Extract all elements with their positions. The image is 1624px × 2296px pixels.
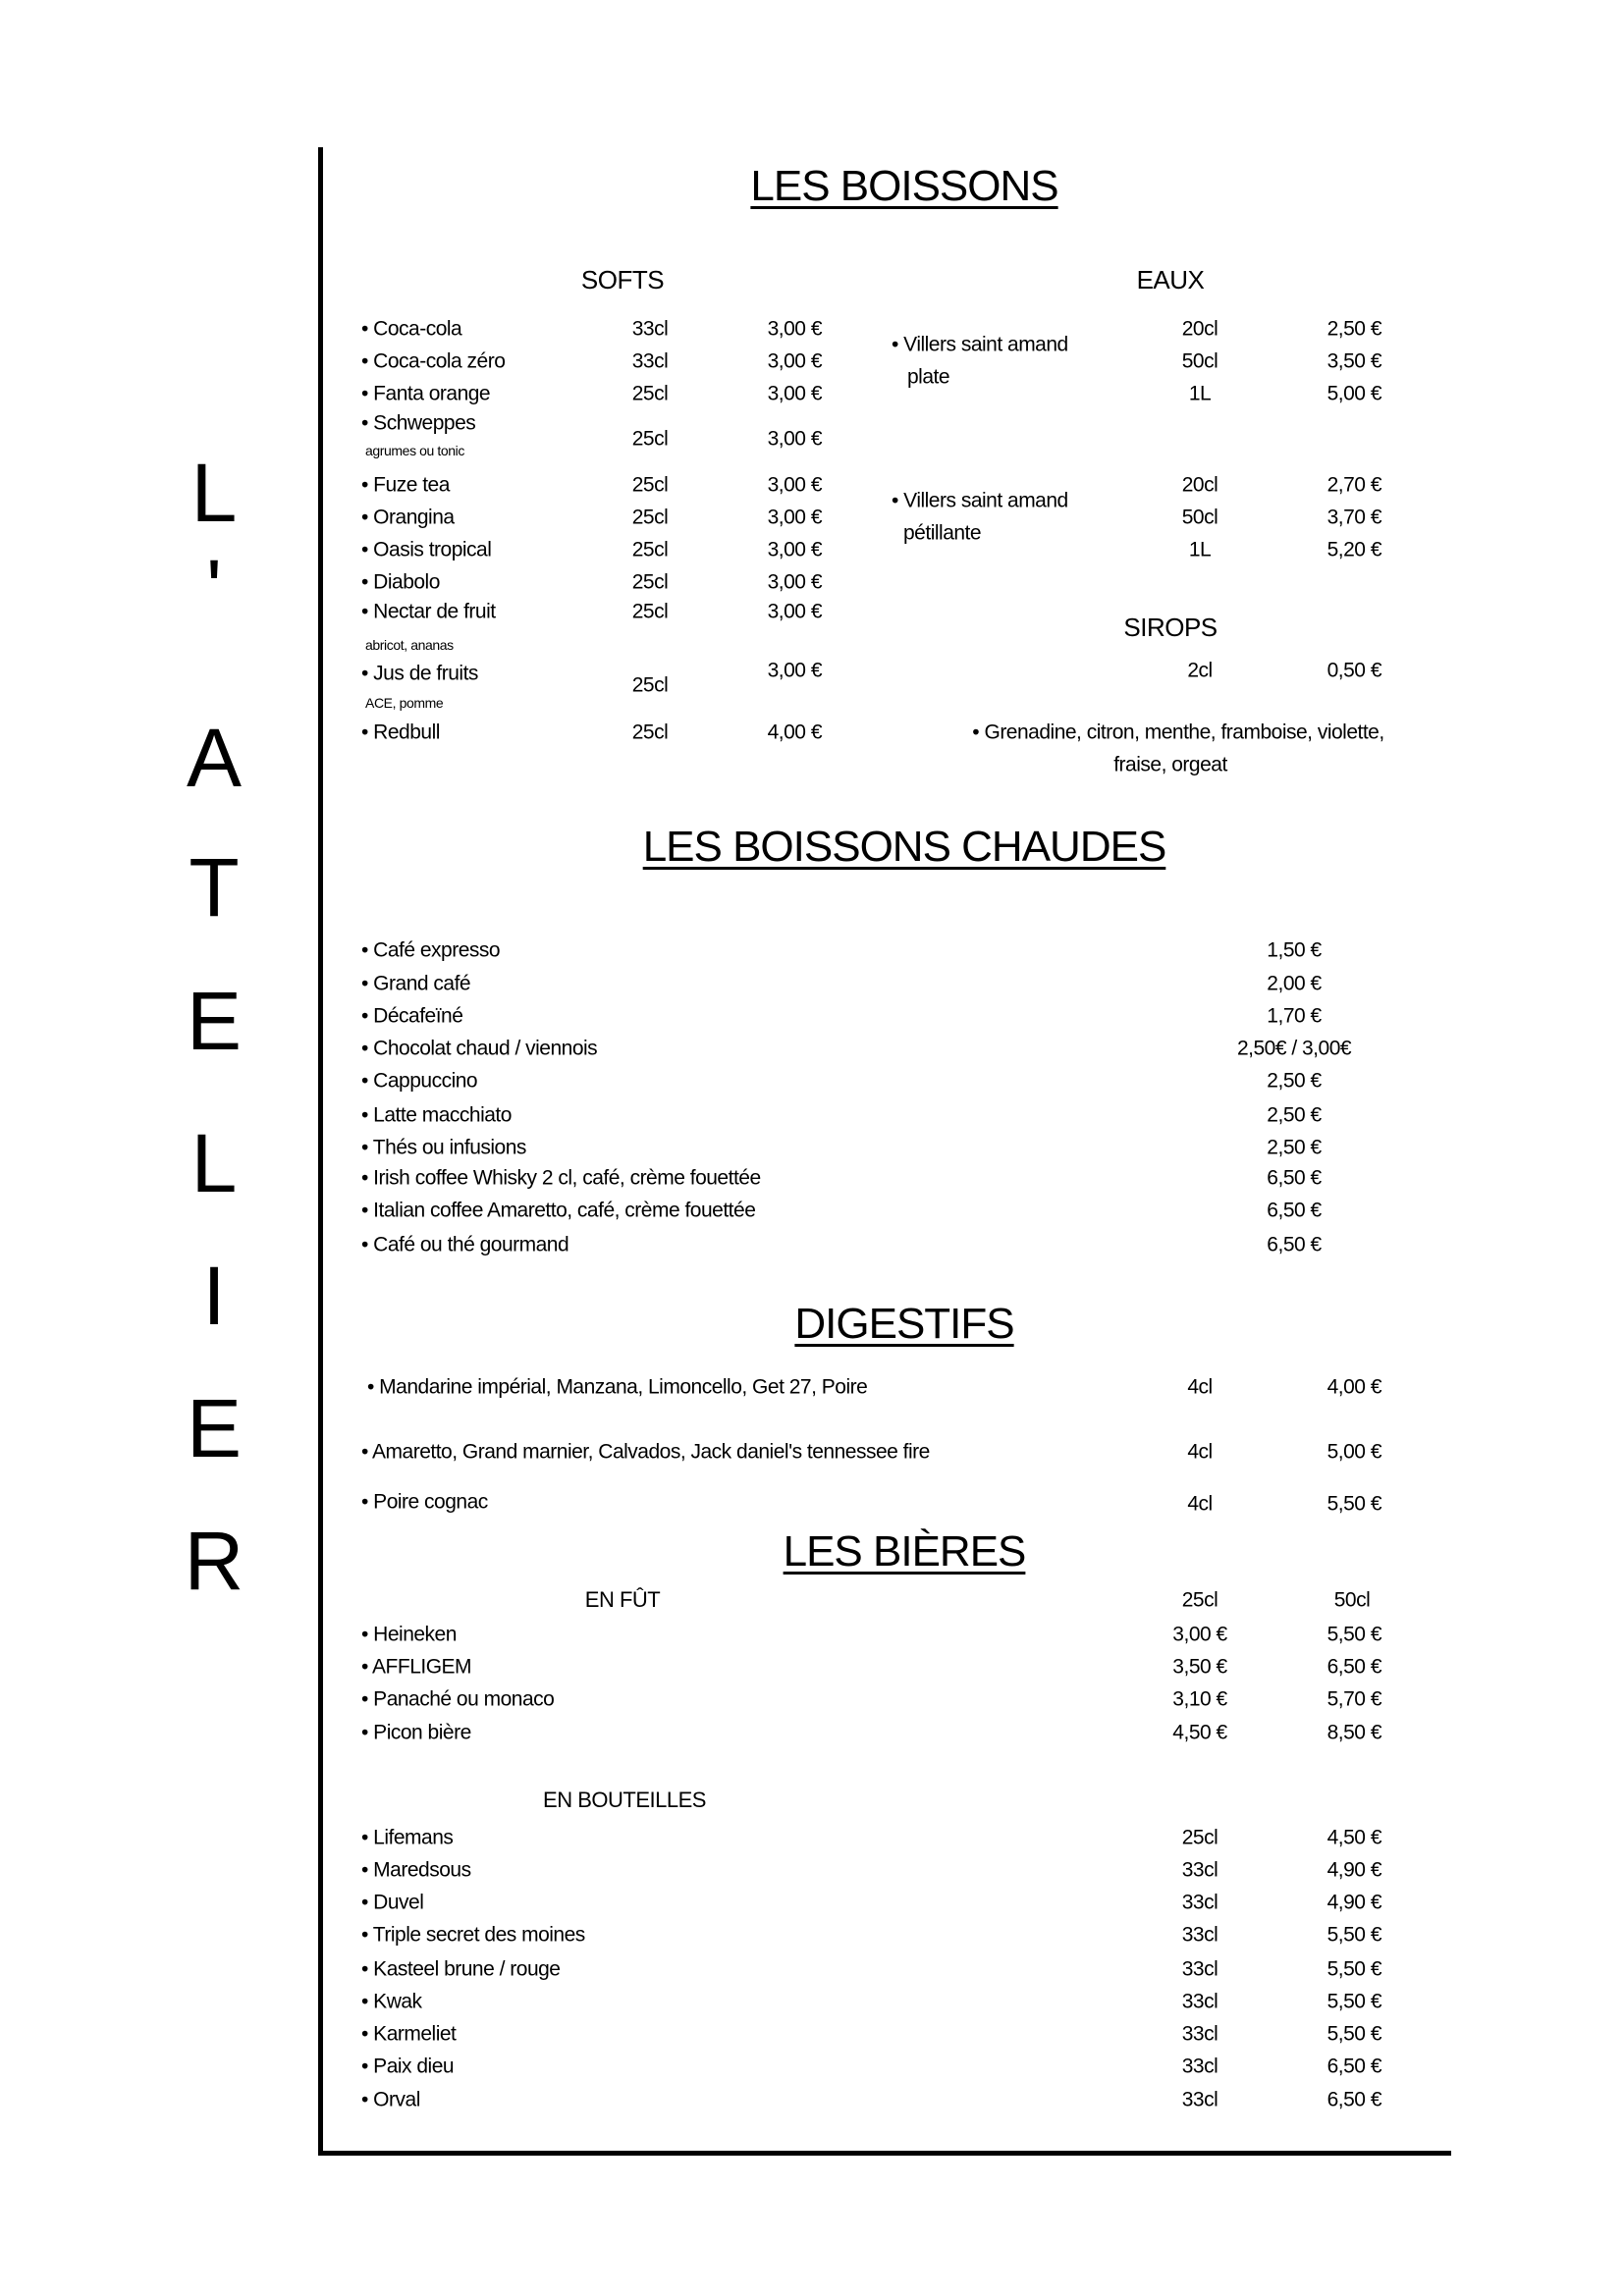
sirop-flavors: fraise, orgeat <box>1113 753 1227 776</box>
soft-item-price: 3,00 € <box>767 382 822 405</box>
water-price: 5,00 € <box>1326 382 1381 405</box>
draft-beer-price-25: 3,50 € <box>1172 1655 1227 1679</box>
brand-letter: L <box>190 1117 238 1209</box>
water-price: 3,70 € <box>1326 506 1381 529</box>
hot-drink-price: 6,50 € <box>1267 1233 1322 1255</box>
soft-item-name: • Diabolo <box>361 570 440 594</box>
bottled-beer-name: • Lifemans <box>361 1826 454 1849</box>
bottled-beer-price: 6,50 € <box>1326 2055 1381 2077</box>
bottled-beer-price: 4,90 € <box>1326 1858 1381 1882</box>
subheading-eaux: EAUX <box>1136 265 1205 294</box>
draft-beer-price-50: 8,50 € <box>1326 1721 1381 1744</box>
soft-item-name: • Coca-cola <box>361 317 462 341</box>
draft-beer-name: • Heineken <box>361 1623 457 1646</box>
soft-item-size: 25cl <box>631 427 669 451</box>
digestif-price: 5,00 € <box>1326 1440 1381 1464</box>
section-title-chaudes: LES BOISSONS CHAUDES <box>642 823 1166 871</box>
hot-drink-price: 2,50 € <box>1267 1069 1322 1093</box>
soft-item-size: 25cl <box>631 570 669 594</box>
brand-letter: R <box>184 1515 244 1607</box>
water-name-variant: plate <box>907 365 950 389</box>
soft-item-size: 25cl <box>631 538 669 561</box>
soft-item-size: 33cl <box>631 317 669 341</box>
bottled-beer-size: 33cl <box>1181 1990 1218 2012</box>
bottled-beer-name: • Karmeliet <box>361 2022 457 2045</box>
draft-beer-price-50: 5,70 € <box>1326 1687 1381 1711</box>
subheading-sirops: SIROPS <box>1123 613 1218 642</box>
hot-drink-price: 1,50 € <box>1267 938 1322 961</box>
sirop-flavors: • Grenadine, citron, menthe, framboise, violette, <box>972 721 1384 744</box>
soft-item-price: 3,00 € <box>767 506 822 529</box>
water-price: 5,20 € <box>1326 538 1381 561</box>
digestif-name: • Poire cognac <box>361 1490 488 1514</box>
draft-beer-name: • Panaché ou monaco <box>361 1687 555 1711</box>
draft-beer-name: • AFFLIGEM <box>361 1655 472 1679</box>
brand-letter: E <box>186 975 243 1067</box>
soft-item-size: 25cl <box>631 673 669 697</box>
bottled-beer-price: 6,50 € <box>1326 2088 1381 2111</box>
digestif-name: • Amaretto, Grand marnier, Calvados, Jack daniel's tennessee fire <box>361 1440 930 1464</box>
bottled-beer-price: 5,50 € <box>1326 1923 1381 1947</box>
soft-item-price: 3,00 € <box>767 349 822 373</box>
hot-drink-name: • Décafeïné <box>361 1004 463 1028</box>
bottled-beer-price: 5,50 € <box>1326 1990 1381 2012</box>
soft-item-size: 33cl <box>631 349 669 373</box>
soft-item-name: • Coca-cola zéro <box>361 349 506 373</box>
brand-letter: E <box>186 1382 243 1474</box>
soft-item-size: 25cl <box>631 506 669 529</box>
bottled-beer-size: 33cl <box>1181 2088 1218 2111</box>
water-size: 50cl <box>1181 349 1218 373</box>
brand-letter: ' <box>205 543 223 635</box>
bottled-beer-size: 25cl <box>1181 1826 1218 1849</box>
soft-item-name: • Jus de fruits <box>361 662 478 685</box>
brand-letter: T <box>189 841 240 934</box>
soft-item-size: 25cl <box>631 473 669 497</box>
soft-item-name: • Schweppes <box>361 411 476 435</box>
subheading-fut: EN FÛT <box>584 1587 661 1612</box>
bottled-beer-size: 33cl <box>1181 2022 1218 2045</box>
digestif-size: 4cl <box>1187 1492 1213 1516</box>
digestif-size: 4cl <box>1187 1440 1213 1464</box>
soft-item-price: 3,00 € <box>767 317 822 341</box>
hot-drink-price: 2,50€ / 3,00€ <box>1236 1037 1352 1060</box>
brand-letter: A <box>186 712 243 804</box>
bottled-beer-name: • Duvel <box>361 1891 424 1914</box>
draft-beer-price-50: 5,50 € <box>1326 1623 1381 1646</box>
soft-item-price: 3,00 € <box>767 473 822 497</box>
draft-beer-price-25: 3,10 € <box>1172 1687 1227 1711</box>
bottled-beer-name: • Kasteel brune / rouge <box>361 1957 561 1980</box>
water-size: 20cl <box>1181 317 1218 341</box>
hot-drink-price: 2,00 € <box>1267 972 1322 995</box>
hot-drink-name: • Chocolat chaud / viennois <box>361 1037 598 1060</box>
soft-item-price: 3,00 € <box>767 538 822 561</box>
water-size: 1L <box>1188 382 1212 405</box>
brand-letter: I <box>202 1250 226 1342</box>
column-header-25cl: 25cl <box>1181 1588 1218 1612</box>
bottled-beer-name: • Orval <box>361 2088 420 2111</box>
soft-item-name: • Nectar de fruit <box>361 600 496 623</box>
water-name-variant: pétillante <box>903 521 982 545</box>
water-size: 50cl <box>1181 506 1218 529</box>
draft-beer-price-25: 3,00 € <box>1172 1623 1227 1646</box>
hot-drink-price: 6,50 € <box>1267 1166 1322 1190</box>
water-size: 1L <box>1188 538 1212 561</box>
bottled-beer-name: • Paix dieu <box>361 2055 455 2077</box>
bottled-beer-price: 4,50 € <box>1326 1826 1381 1849</box>
digestif-price: 4,00 € <box>1326 1375 1381 1399</box>
soft-item-note: abricot, ananas <box>365 637 454 653</box>
soft-item-price: 3,00 € <box>767 659 822 682</box>
soft-item-name: • Orangina <box>361 506 455 529</box>
subheading-bouteilles: EN BOUTEILLES <box>543 1788 706 1812</box>
bottom-border-line <box>318 2151 1451 2156</box>
hot-drink-name: • Café expresso <box>361 938 501 961</box>
bottled-beer-size: 33cl <box>1181 1923 1218 1947</box>
bottled-beer-price: 5,50 € <box>1326 2022 1381 2045</box>
bottled-beer-price: 5,50 € <box>1326 1957 1381 1980</box>
section-title-digestifs: DIGESTIFS <box>794 1300 1014 1348</box>
soft-item-name: • Oasis tropical <box>361 538 492 561</box>
soft-item-size: 25cl <box>631 382 669 405</box>
water-size: 20cl <box>1181 473 1218 497</box>
hot-drink-price: 6,50 € <box>1267 1199 1322 1222</box>
water-price: 2,50 € <box>1326 317 1381 341</box>
bottled-beer-size: 33cl <box>1181 1957 1218 1980</box>
column-header-50cl: 50cl <box>1333 1588 1371 1612</box>
digestif-size: 4cl <box>1187 1375 1213 1399</box>
digestif-name: • Mandarine impérial, Manzana, Limoncello, Get 27, Poire <box>367 1375 868 1399</box>
section-title-boissons: LES BOISSONS <box>750 162 1058 210</box>
soft-item-price: 3,00 € <box>767 570 822 594</box>
draft-beer-name: • Picon bière <box>361 1721 471 1744</box>
water-price: 3,50 € <box>1326 349 1381 373</box>
hot-drink-price: 2,50 € <box>1267 1103 1322 1126</box>
bottled-beer-size: 33cl <box>1181 1858 1218 1882</box>
draft-beer-price-25: 4,50 € <box>1172 1721 1227 1744</box>
soft-item-price: 4,00 € <box>767 721 822 744</box>
soft-item-note: agrumes ou tonic <box>365 443 464 458</box>
bottled-beer-price: 4,90 € <box>1326 1891 1381 1914</box>
bottled-beer-size: 33cl <box>1181 1891 1218 1914</box>
sirop-size: 2cl <box>1187 659 1213 682</box>
hot-drink-name: • Grand café <box>361 972 471 995</box>
hot-drink-price: 2,50 € <box>1267 1136 1322 1158</box>
hot-drink-name: • Italian coffee Amaretto, café, crème fouettée <box>361 1199 756 1222</box>
water-price: 2,70 € <box>1326 473 1381 497</box>
hot-drink-name: • Cappuccino <box>361 1069 478 1093</box>
soft-item-name: • Redbull <box>361 721 440 744</box>
soft-item-size: 25cl <box>631 721 669 744</box>
water-name: • Villers saint amand <box>892 333 1068 356</box>
sirop-price: 0,50 € <box>1326 659 1381 682</box>
subheading-softs: SOFTS <box>580 265 665 294</box>
left-border-line <box>318 147 323 2155</box>
hot-drink-name: • Café ou thé gourmand <box>361 1233 569 1255</box>
bottled-beer-name: • Maredsous <box>361 1858 471 1882</box>
soft-item-price: 3,00 € <box>767 427 822 451</box>
hot-drink-name: • Thés ou infusions <box>361 1136 526 1158</box>
hot-drink-price: 1,70 € <box>1267 1004 1322 1028</box>
bottled-beer-size: 33cl <box>1181 2055 1218 2077</box>
section-title-bieres: LES BIÈRES <box>783 1527 1026 1575</box>
hot-drink-name: • Irish coffee Whisky 2 cl, café, crème fouettée <box>361 1166 761 1190</box>
digestif-price: 5,50 € <box>1326 1492 1381 1516</box>
soft-item-note: ACE, pomme <box>365 695 444 711</box>
soft-item-price: 3,00 € <box>767 600 822 623</box>
water-name: • Villers saint amand <box>892 489 1068 512</box>
bottled-beer-name: • Triple secret des moines <box>361 1923 585 1947</box>
soft-item-name: • Fanta orange <box>361 382 491 405</box>
bottled-beer-name: • Kwak <box>361 1990 422 2012</box>
draft-beer-price-50: 6,50 € <box>1326 1655 1381 1679</box>
hot-drink-name: • Latte macchiato <box>361 1103 512 1126</box>
brand-letter: L <box>190 447 238 539</box>
soft-item-size: 25cl <box>631 600 669 623</box>
soft-item-name: • Fuze tea <box>361 473 450 497</box>
